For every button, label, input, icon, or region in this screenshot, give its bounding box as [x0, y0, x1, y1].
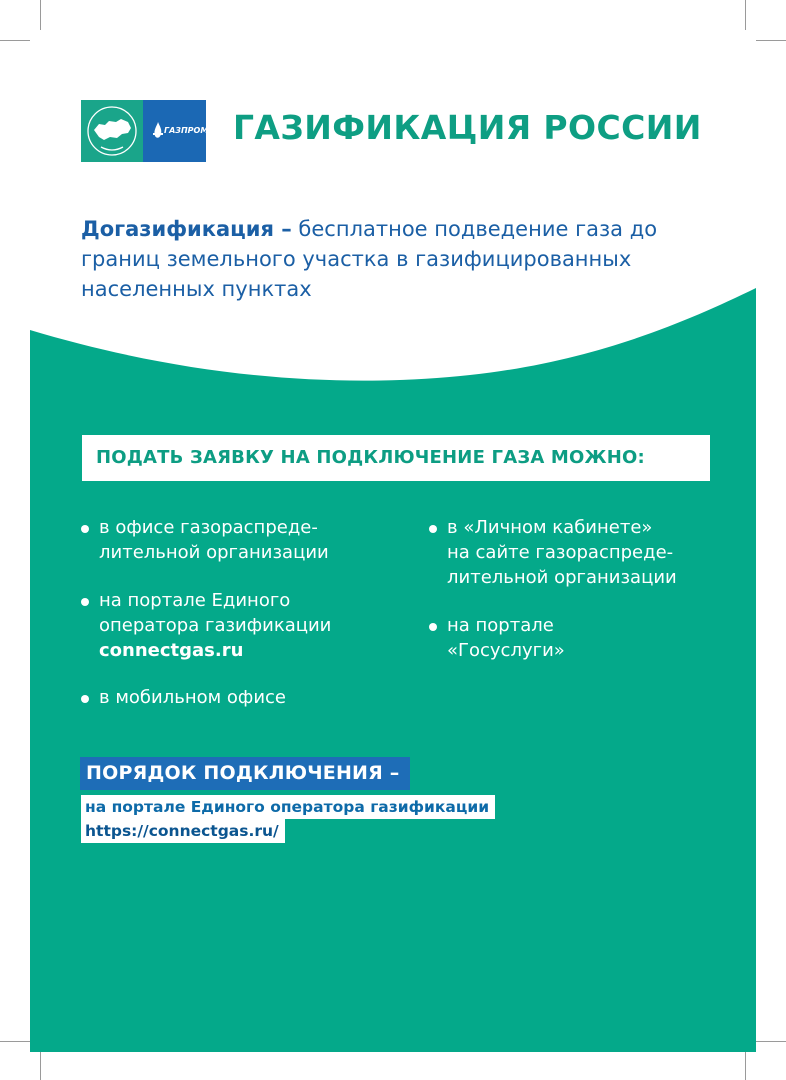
apply-options-left	[80, 515, 410, 710]
crop-mark	[745, 0, 746, 30]
order-description: на портале Единого оператора газификации	[81, 795, 495, 819]
green-wave	[30, 280, 756, 440]
russia-map-icon	[81, 100, 144, 162]
connectgas-link[interactable]: connectgas.ru	[99, 640, 244, 661]
list-item: в офисе газораспреде- лительной организации	[80, 515, 410, 565]
crop-mark	[745, 1052, 746, 1080]
apply-heading: ПОДАТЬ ЗАЯВКУ НА ПОДКЛЮЧЕНИЕ ГАЗА МОЖНО:	[96, 447, 645, 468]
gasification-logo	[81, 100, 144, 162]
intro-text: бесплатное подведение газа до границ земельного участка в газифицированных населенных пунктах	[81, 217, 658, 301]
crop-mark	[40, 1052, 41, 1080]
list-item: в мобильном офисе	[80, 685, 410, 710]
apply-heading-box	[82, 435, 710, 481]
crop-mark	[0, 40, 30, 41]
crop-mark	[40, 0, 41, 30]
gazprom-logo	[143, 100, 209, 162]
crop-mark	[0, 1041, 30, 1042]
apply-options-right	[428, 515, 738, 663]
order-heading: ПОРЯДОК ПОДКЛЮЧЕНИЯ –	[80, 757, 410, 790]
list-item: на портале Единого оператора газификации connectgas.ru	[80, 588, 410, 663]
intro-lead: Догазификация –	[81, 217, 292, 241]
crop-mark	[756, 1041, 786, 1042]
crop-mark	[756, 40, 786, 41]
gazprom-wordmark: ГАЗПРОМ	[164, 126, 209, 135]
page-title: ГАЗИФИКАЦИЯ РОССИИ	[233, 108, 702, 147]
list-item: на портале «Госуслуги»	[428, 613, 738, 663]
list-item: в «Личном кабинете» на сайте газораспреде- лительной организации	[428, 515, 738, 590]
connectgas-url-link[interactable]: https://connectgas.ru/	[81, 819, 285, 843]
